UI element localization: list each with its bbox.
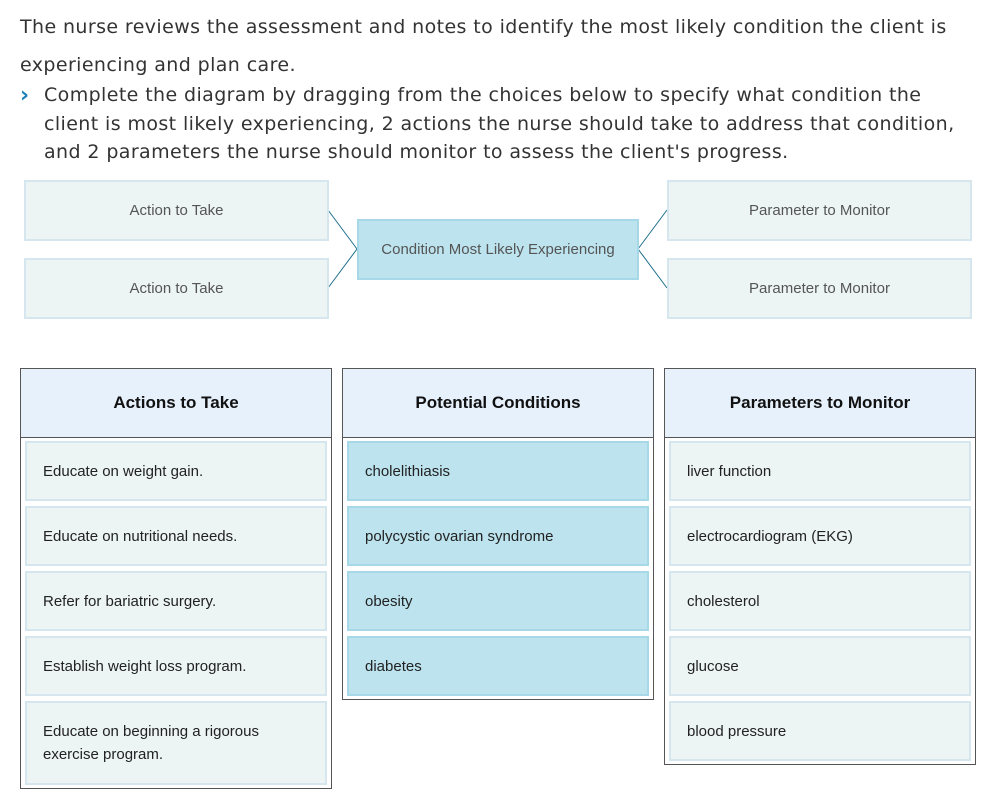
- parameter-drop-slot-2[interactable]: Parameter to Monitor: [667, 258, 972, 319]
- parameters-column-header: Parameters to Monitor: [665, 369, 975, 438]
- parameter-choice[interactable]: cholesterol: [669, 571, 971, 631]
- chevron-right-icon: ›: [20, 83, 30, 108]
- instruction-text: Complete the diagram by dragging from the choices below to specify what condition the client is most likely experiencing, 2 actions the nurse should take to address that condition, and 2 parameters the nurse should monitor to assess the client's progress.: [44, 84, 955, 163]
- parameters-column: [664, 368, 976, 765]
- condition-choice[interactable]: cholelithiasis: [347, 441, 649, 501]
- action-choice[interactable]: Educate on weight gain.: [25, 441, 327, 501]
- action-choice[interactable]: Educate on beginning a rigorous exercise program.: [25, 701, 327, 785]
- conditions-column-header: Potential Conditions: [343, 369, 653, 438]
- instruction: [20, 81, 970, 167]
- parameter-choice[interactable]: blood pressure: [669, 701, 971, 761]
- condition-choice[interactable]: diabetes: [347, 636, 649, 696]
- action-drop-slot-2[interactable]: Action to Take: [24, 258, 329, 319]
- condition-choice[interactable]: obesity: [347, 571, 649, 631]
- condition-drop-slot[interactable]: Condition Most Likely Experiencing: [357, 219, 639, 280]
- parameter-drop-slot-1[interactable]: Parameter to Monitor: [667, 180, 972, 241]
- action-choice[interactable]: Establish weight loss program.: [25, 636, 327, 696]
- action-choice[interactable]: Educate on nutritional needs.: [25, 506, 327, 566]
- question-stem: The nurse reviews the assessment and notes to identify the most likely condition the client is experiencing and plan care.: [20, 16, 947, 76]
- action-choice[interactable]: Refer for bariatric surgery.: [25, 571, 327, 631]
- parameter-choice[interactable]: glucose: [669, 636, 971, 696]
- conditions-column: [342, 368, 654, 700]
- parameter-choice[interactable]: liver function: [669, 441, 971, 501]
- action-drop-slot-1[interactable]: Action to Take: [24, 180, 329, 241]
- condition-choice[interactable]: polycystic ovarian syndrome: [347, 506, 649, 566]
- parameter-choice[interactable]: electrocardiogram (EKG): [669, 506, 971, 566]
- actions-column: [20, 368, 332, 789]
- actions-column-header: Actions to Take: [21, 369, 331, 438]
